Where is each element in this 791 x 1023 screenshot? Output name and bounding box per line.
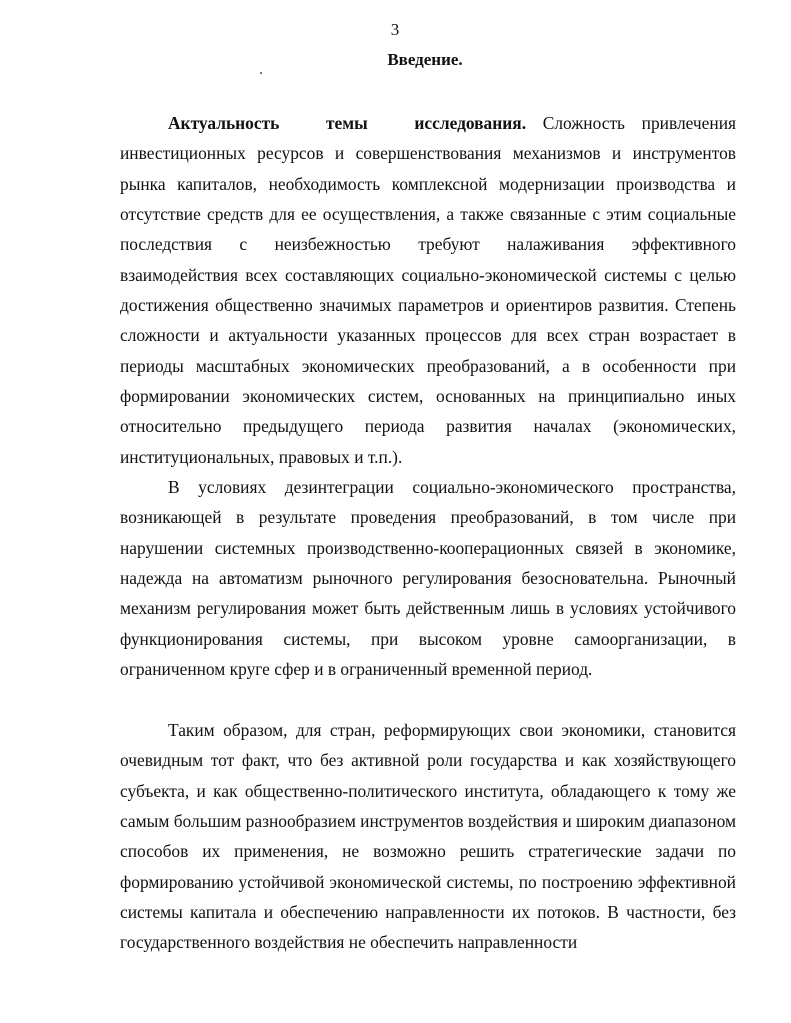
section-heading: Введение. bbox=[387, 50, 463, 69]
paragraph-disintegration bbox=[120, 472, 736, 684]
paragraph-text: Таким образом, для стран, реформирующих свои экономики, становится очевидным тот факт, что без активной роли государства и как хозяйствующего субъекта, и как общественно-политического института, обладающего к тому же самым большим разнообразием инструментов воздействия и широким диапазоном способов их применения, не возможно решить стратегические задачи по формированию устойчивой экономической системы, по построению эффективной системы капитала и обеспечению направленности их потоков. В частности, без государственного воздействия не обеспечить направленности bbox=[120, 720, 736, 953]
paragraph-lead: Актуальность темы исследования. bbox=[168, 113, 527, 133]
page-number: 3 bbox=[390, 20, 400, 39]
paragraph-text bbox=[120, 108, 736, 472]
paragraph-text: В условиях дезинтеграции социально-экономического пространства, возникающей в результате проведения преобразований, в том числе при нарушении системных производственно-кооперационных связей в экономике, надежда на автоматизм рыночного регулирования безосновательна. Рыночный механизм регулирования может быть действенным лишь в условиях устойчивого функционирования системы, при высоком уровне самоорганизации, в ограниченном круге сфер и в ограниченный временной период. bbox=[120, 477, 736, 680]
scan-speck bbox=[260, 72, 262, 74]
paragraph-relevance bbox=[120, 108, 736, 472]
paragraph-state-role bbox=[120, 715, 736, 958]
paragraph-body: Сложность привлечения инвестиционных ресурсов и совершенствования механизмов и инструментов рынка капиталов, необходимость комплексной модернизации производства и отсутствие средств для ее осуществления, а также связанные с этим социальные последствия с неизбежностью требуют налаживания эффективного взаимодействия всех составляющих социально-экономической системы с целью достижения общественно значимых параметров и ориентиров развития. Степень сложности и актуальности указанных процессов для всех стран возрастает в периоды масштабных экономических преобразований, а в особенности при формировании экономических систем, основанных на принципиально иных относительно предыдущего периода развития началах (экономических, институциональных, правовых и т.п.). bbox=[120, 113, 736, 467]
